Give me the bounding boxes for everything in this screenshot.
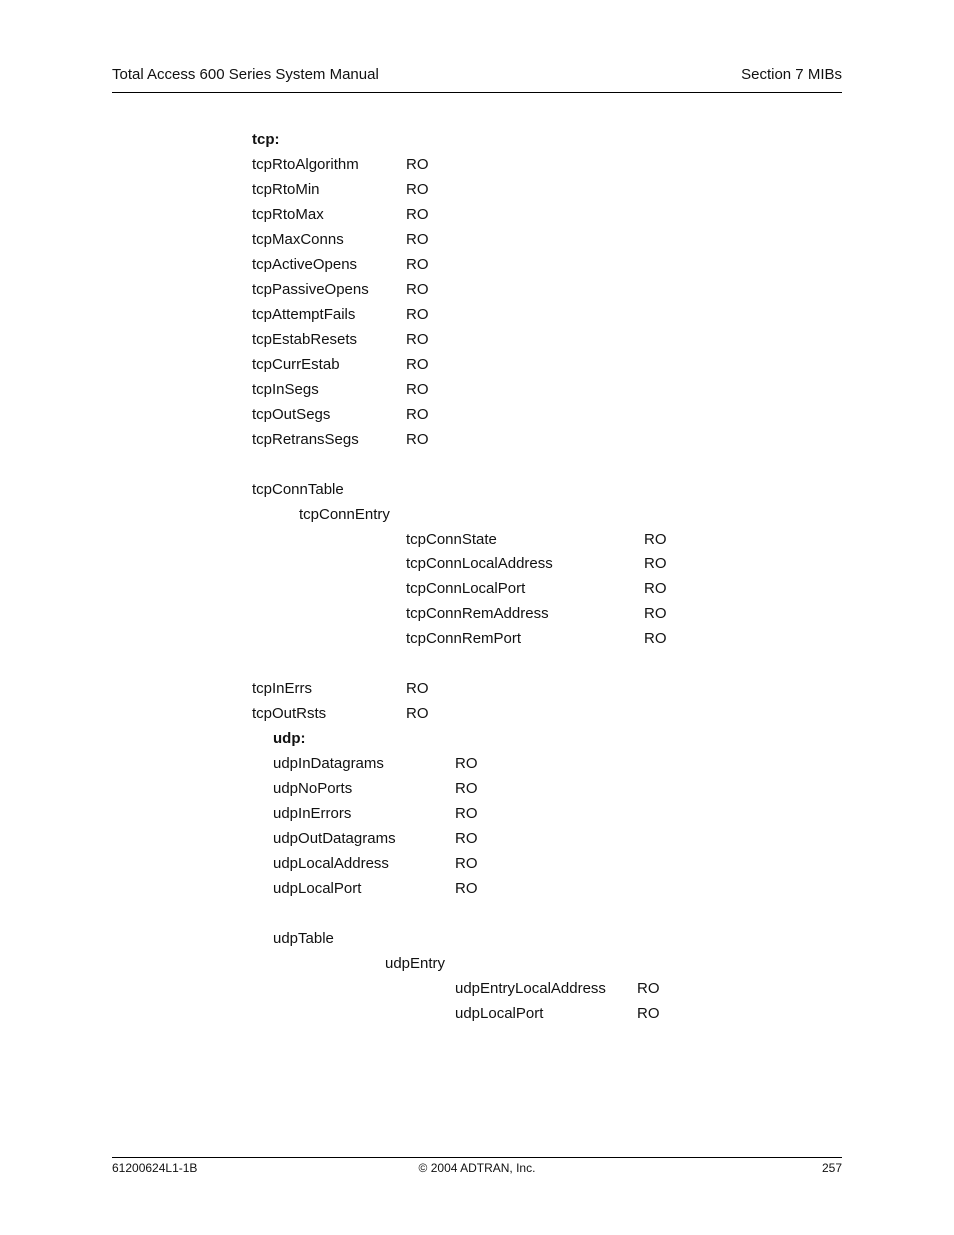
mib-object-name: udpLocalPort — [273, 880, 362, 897]
copyright: © 2004 ADTRAN, Inc. — [418, 1161, 536, 1175]
mib-object-name: tcpOutSegs — [252, 406, 331, 423]
header-section: Section 7 MIBs — [741, 66, 842, 83]
mib-object-access: RO — [406, 206, 429, 223]
mib-object-access: RO — [406, 281, 429, 298]
mib-object-name: tcpRtoMax — [252, 206, 324, 223]
mib-object-name: tcpRetransSegs — [252, 431, 359, 448]
mib-column-name: udpLocalPort — [455, 1005, 544, 1022]
mib-object-access: RO — [455, 880, 478, 897]
mib-column-name: udpEntryLocalAddress — [455, 980, 606, 997]
mib-column-access: RO — [644, 555, 667, 572]
mib-object-name: udpLocalAddress — [273, 855, 389, 872]
mib-column-access: RO — [644, 531, 667, 548]
mib-object-name: tcpCurrEstab — [252, 356, 340, 373]
mib-object-access: RO — [406, 406, 429, 423]
mib-object-access: RO — [455, 830, 478, 847]
mib-object-access: RO — [406, 356, 429, 373]
mib-object-access: RO — [406, 231, 429, 248]
mib-object-name: tcpRtoMin — [252, 181, 320, 198]
udp-heading: udp: — [273, 730, 306, 747]
mib-object-access: RO — [406, 680, 429, 697]
mib-object-name: tcpInErrs — [252, 680, 313, 697]
mib-object-name: udpNoPorts — [273, 780, 353, 797]
mib-column-access: RO — [644, 630, 667, 647]
mib-object-access: RO — [455, 805, 478, 822]
mib-object-name: udpInErrors — [273, 805, 352, 822]
udp-entry: udpEntry — [385, 955, 446, 972]
mib-column-name: tcpConnRemPort — [406, 630, 522, 647]
page-number: 257 — [821, 1161, 842, 1175]
mib-object-access: RO — [406, 256, 429, 273]
mib-object-name: tcpAttemptFails — [252, 306, 356, 323]
mib-column-access: RO — [644, 605, 667, 622]
mib-object-name: tcpInSegs — [252, 381, 319, 398]
mib-object-name: tcpEstabResets — [252, 331, 358, 348]
mib-object-name: tcpActiveOpens — [252, 256, 358, 273]
mib-object-access: RO — [406, 431, 429, 448]
mib-object-access: RO — [406, 306, 429, 323]
mib-object-access: RO — [406, 331, 429, 348]
mib-object-name: tcpOutRsts — [252, 705, 327, 722]
mib-column-access: RO — [637, 980, 660, 997]
mib-column-name: tcpConnState — [406, 531, 497, 548]
tcp-conn-entry: tcpConnEntry — [299, 506, 390, 523]
mib-object-access: RO — [406, 181, 429, 198]
page-header — [112, 64, 842, 93]
mib-object-access: RO — [455, 855, 478, 872]
mib-object-name: udpInDatagrams — [273, 755, 384, 772]
tcp-conn-table: tcpConnTable — [252, 481, 344, 498]
mib-object-access: RO — [455, 780, 478, 797]
page-footer — [112, 1157, 842, 1178]
mib-object-name: udpOutDatagrams — [273, 830, 396, 847]
mib-column-name: tcpConnLocalPort — [406, 580, 526, 597]
mib-object-access: RO — [406, 705, 429, 722]
header-title: Total Access 600 Series System Manual — [112, 66, 379, 83]
document-number: 61200624L1-1B — [112, 1161, 198, 1175]
mib-object-name: tcpPassiveOpens — [252, 281, 369, 298]
mib-column-access: RO — [644, 580, 667, 597]
mib-column-access: RO — [637, 1005, 660, 1022]
mib-object-name: tcpRtoAlgorithm — [252, 156, 359, 173]
mib-column-name: tcpConnLocalAddress — [406, 555, 553, 572]
mib-object-access: RO — [455, 755, 478, 772]
mib-column-name: tcpConnRemAddress — [406, 605, 549, 622]
mib-object-access: RO — [406, 381, 429, 398]
tcp-heading: tcp: — [252, 131, 280, 148]
udp-table: udpTable — [273, 930, 334, 947]
mib-object-name: tcpMaxConns — [252, 231, 344, 248]
mib-object-access: RO — [406, 156, 429, 173]
